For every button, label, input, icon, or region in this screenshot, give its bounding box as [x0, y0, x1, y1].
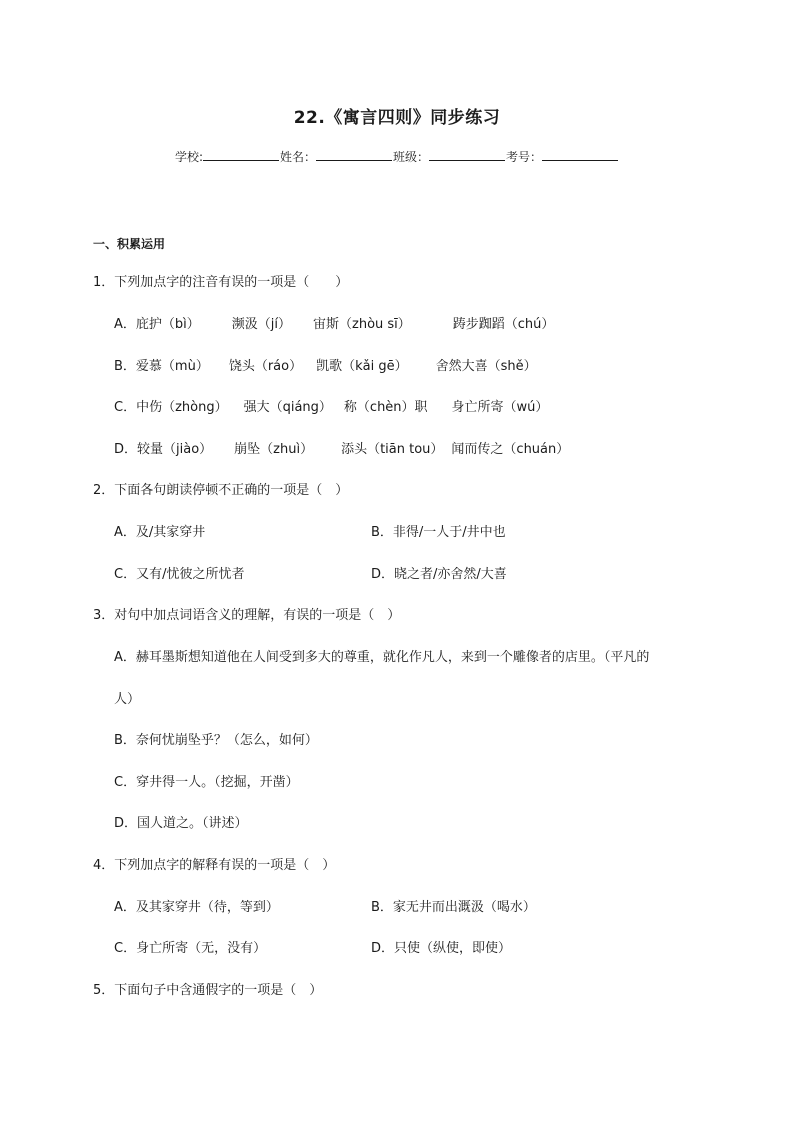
q1-d-item-2: 崩坠（zhuì）	[234, 442, 314, 457]
q3-option-d: D．国人道之。（讲述）	[114, 816, 248, 831]
q1-b-item-1: B．爱慕（mù）	[114, 359, 209, 374]
q1-option-a	[114, 317, 554, 333]
q1-c-item-3: 称（chèn）职	[343, 400, 428, 415]
question-1-stem: 1．下列加点字的注音有误的一项是（ ）	[93, 275, 349, 290]
number-label: 考号：	[506, 150, 543, 164]
q3-option-a-line1: A．赫耳墨斯想知道他在人间受到多大的尊重，就化作凡人，来到一个雕像者的店里。（平凡的	[114, 650, 650, 665]
q1-d-item-3: 添头（tiān tou）	[341, 442, 444, 457]
q1-d-item-1: D．较量（jiào）	[114, 442, 213, 457]
q1-option-d	[114, 442, 569, 458]
q4-option-d: D．只使（纵使，即使）	[371, 941, 512, 956]
q1-a-item-3: 宙斯（zhòu sī）	[313, 317, 411, 332]
student-info-row	[0, 148, 794, 165]
q1-a-item-4: 踌步踟蹈（chú）	[452, 317, 555, 332]
class-label: 班级：	[393, 150, 430, 164]
q1-option-b	[114, 359, 537, 375]
question-4-stem: 4．下列加点字的解释有误的一项是（ ）	[93, 858, 336, 873]
q2-option-b: B．非得/一人于/井中也	[371, 525, 506, 540]
page-title: 22.《寓言四则》同步练习	[293, 108, 501, 128]
q1-a-item-1: A．庇护（bì）	[114, 317, 200, 332]
q1-b-item-3: 凯歌（kǎi gē）	[316, 359, 408, 374]
q1-b-item-4: 舍然大喜（shě）	[435, 359, 537, 374]
name-blank[interactable]	[316, 148, 392, 161]
q2-option-d: D．晓之者/亦舍然/大喜	[371, 567, 507, 582]
q1-d-item-4: 闻而传之（chuán）	[451, 442, 570, 457]
q4-option-a: A．及其家穿井（待，等到）	[114, 900, 279, 915]
q1-b-item-2: 饶头（ráo）	[228, 359, 303, 374]
q3-option-b: B．奈何忧崩坠乎？（怎么，如何）	[114, 733, 318, 748]
school-label: 学校:	[174, 150, 203, 164]
class-blank[interactable]	[429, 148, 505, 161]
q1-c-item-1: C．中伤（zhòng）	[114, 400, 228, 415]
q1-option-c	[114, 400, 548, 416]
name-label: 姓名：	[280, 150, 317, 164]
q4-option-b: B．家无井而出溉汲（喝水）	[371, 900, 536, 915]
section-heading: 一、积累运用	[93, 237, 166, 251]
q4-option-c: C．身亡所寄（无，没有）	[114, 941, 267, 956]
question-5-stem: 5．下面句子中含通假字的一项是（ ）	[93, 983, 323, 998]
q2-option-a: A．及/其家穿井	[114, 525, 206, 540]
school-blank[interactable]	[203, 148, 279, 161]
q2-option-c: C．又有/忧彼之所忧者	[114, 567, 245, 582]
question-3-stem: 3．对句中加点词语含义的理解，有误的一项是（ ）	[93, 608, 401, 623]
q1-c-item-2: 强大（qiáng）	[243, 400, 332, 415]
q1-a-item-2: 濒汲（jí）	[231, 317, 291, 332]
number-blank[interactable]	[542, 148, 618, 161]
question-2-stem: 2．下面各句朗读停顿不正确的一项是（ ）	[93, 483, 349, 498]
q1-c-item-4: 身亡所寄（wú）	[451, 400, 549, 415]
q3-option-c: C．穿井得一人。（挖掘，开凿）	[114, 775, 299, 790]
q3-option-a-line2: 人）	[114, 692, 141, 707]
